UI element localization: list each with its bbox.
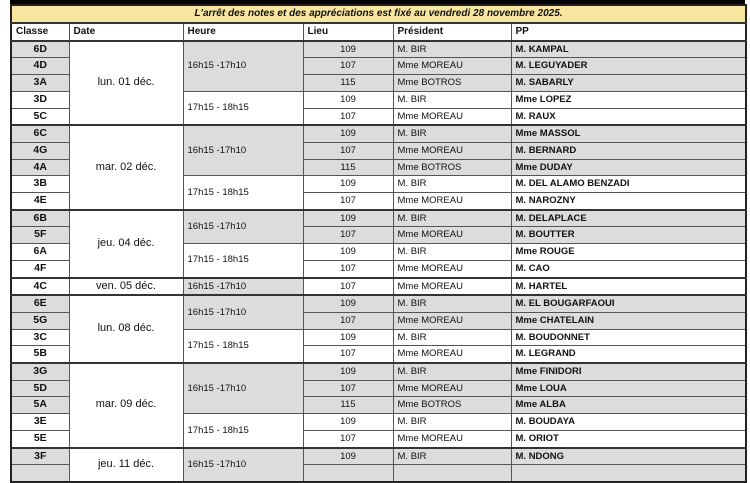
heure-cell: 16h15 -17h10 [183, 278, 303, 296]
pp-cell: M. NDONG [511, 448, 746, 465]
president-cell: M. BIR [393, 125, 511, 142]
lieu-cell: 115 [303, 397, 393, 414]
table-row [11, 363, 746, 380]
lieu-cell: 109 [303, 244, 393, 261]
pp-cell: M. BOUTTER [511, 227, 746, 244]
table-row [11, 125, 746, 142]
pp-cell: M. BOUDAYA [511, 414, 746, 431]
pp-cell: M. RAUX [511, 108, 746, 125]
pp-cell: M. KAMPAL [511, 41, 746, 58]
president-cell: M. BIR [393, 244, 511, 261]
president-cell: M. BIR [393, 41, 511, 58]
pp-cell: M. ORIOT [511, 430, 746, 447]
lieu-cell: 109 [303, 329, 393, 346]
table-row [11, 41, 746, 58]
classe-cell: 3E [11, 414, 69, 431]
president-cell: M. BIR [393, 91, 511, 108]
pp-cell: M. BOUDONNET [511, 329, 746, 346]
council-schedule [10, 4, 745, 483]
header-heure: Heure [183, 23, 303, 41]
classe-cell: 4F [11, 260, 69, 277]
pp-cell: Mme ROUGE [511, 244, 746, 261]
header-president: Président [393, 23, 511, 41]
lieu-cell: 107 [303, 430, 393, 447]
lieu-cell: 107 [303, 108, 393, 125]
pp-cell: Mme MASSOL [511, 125, 746, 142]
president-cell: Mme MOREAU [393, 430, 511, 447]
pp-cell: M. NAROZNY [511, 193, 746, 210]
classe-cell: 3D [11, 91, 69, 108]
classe-cell: 3A [11, 75, 69, 92]
president-cell: Mme MOREAU [393, 260, 511, 277]
classe-cell: 5F [11, 227, 69, 244]
heure-cell: 17h15 - 18h15 [183, 91, 303, 125]
lieu-cell: 107 [303, 58, 393, 75]
lieu-cell: 107 [303, 346, 393, 363]
header-pp: PP [511, 23, 746, 41]
lieu-cell: 109 [303, 210, 393, 227]
heure-cell: 16h15 -17h10 [183, 295, 303, 329]
heure-cell: 17h15 - 18h15 [183, 244, 303, 278]
classe-cell: 3F [11, 448, 69, 465]
date-cell: mar. 02 déc. [69, 125, 183, 210]
pp-cell: M. EL BOUGARFAOUI [511, 295, 746, 312]
lieu-cell: 109 [303, 448, 393, 465]
lieu-cell: 107 [303, 142, 393, 159]
heure-cell: 16h15 -17h10 [183, 125, 303, 176]
president-cell: Mme MOREAU [393, 58, 511, 75]
pp-cell: Mme FINIDORI [511, 363, 746, 380]
heure-cell: 16h15 -17h10 [183, 448, 303, 482]
classe-cell: 5E [11, 430, 69, 447]
lieu-cell: 107 [303, 312, 393, 329]
lieu-cell: 107 [303, 380, 393, 397]
president-cell: Mme MOREAU [393, 227, 511, 244]
president-cell: M. BIR [393, 363, 511, 380]
heure-cell: 16h15 -17h10 [183, 210, 303, 244]
classe-cell: 4D [11, 58, 69, 75]
lieu-cell: 107 [303, 193, 393, 210]
header-lieu: Lieu [303, 23, 393, 41]
president-cell: Mme MOREAU [393, 142, 511, 159]
classe-cell: 6D [11, 41, 69, 58]
president-cell: Mme BOTROS [393, 75, 511, 92]
president-cell: Mme BOTROS [393, 159, 511, 176]
president-cell: M. BIR [393, 210, 511, 227]
lieu-cell: 107 [303, 227, 393, 244]
president-cell: Mme MOREAU [393, 193, 511, 210]
lieu-cell: 109 [303, 414, 393, 431]
header-classe: Classe [11, 23, 69, 41]
president-cell: M. BIR [393, 414, 511, 431]
classe-cell: 5B [11, 346, 69, 363]
header-date: Date [69, 23, 183, 41]
president-cell: Mme MOREAU [393, 312, 511, 329]
president-cell: Mme MOREAU [393, 380, 511, 397]
schedule-table [10, 4, 747, 483]
lieu-cell: 107 [303, 260, 393, 277]
lieu-cell [303, 465, 393, 482]
president-cell [393, 465, 511, 482]
table-row [11, 278, 746, 296]
lieu-cell: 109 [303, 41, 393, 58]
classe-cell: 4E [11, 193, 69, 210]
lieu-cell: 115 [303, 75, 393, 92]
pp-cell: M. LEGUYADER [511, 58, 746, 75]
president-cell: M. BIR [393, 176, 511, 193]
pp-cell: M. DELAPLACE [511, 210, 746, 227]
pp-cell: M. BERNARD [511, 142, 746, 159]
heure-cell: 17h15 - 18h15 [183, 176, 303, 210]
classe-cell: 6C [11, 125, 69, 142]
table-row [11, 448, 746, 465]
pp-cell: Mme LOUA [511, 380, 746, 397]
classe-cell: 4A [11, 159, 69, 176]
date-cell: jeu. 04 déc. [69, 210, 183, 278]
lieu-cell: 115 [303, 159, 393, 176]
header-row [11, 23, 746, 41]
president-cell: M. BIR [393, 448, 511, 465]
classe-cell: 5D [11, 380, 69, 397]
date-cell: mar. 09 déc. [69, 363, 183, 448]
president-cell: Mme MOREAU [393, 108, 511, 125]
classe-cell: 6B [11, 210, 69, 227]
heure-cell: 16h15 -17h10 [183, 41, 303, 92]
table-row [11, 210, 746, 227]
pp-cell: M. LEGRAND [511, 346, 746, 363]
president-cell: M. BIR [393, 329, 511, 346]
pp-cell: M. DEL ALAMO BENZADI [511, 176, 746, 193]
heure-cell: 17h15 - 18h15 [183, 329, 303, 363]
classe-cell: 3B [11, 176, 69, 193]
classe-cell: 5G [11, 312, 69, 329]
pp-cell: Mme DUDAY [511, 159, 746, 176]
table-row [11, 295, 746, 312]
classe-cell: 6A [11, 244, 69, 261]
pp-cell: M. HARTEL [511, 278, 746, 296]
classe-cell: 5C [11, 108, 69, 125]
date-cell: jeu. 11 déc. [69, 448, 183, 482]
pp-cell: Mme LOPEZ [511, 91, 746, 108]
president-cell: Mme MOREAU [393, 346, 511, 363]
pp-cell: Mme CHATELAIN [511, 312, 746, 329]
heure-cell: 17h15 - 18h15 [183, 414, 303, 448]
president-cell: M. BIR [393, 295, 511, 312]
lieu-cell: 109 [303, 91, 393, 108]
pp-cell: M. SABARLY [511, 75, 746, 92]
classe-cell: 4G [11, 142, 69, 159]
pp-cell: M. CAO [511, 260, 746, 277]
deadline-banner: L'arrêt des notes et des appréciations est fixé au vendredi 28 novembre 2025. [11, 5, 746, 23]
heure-cell: 16h15 -17h10 [183, 363, 303, 414]
classe-cell: 5A [11, 397, 69, 414]
lieu-cell: 109 [303, 125, 393, 142]
date-cell: lun. 08 déc. [69, 295, 183, 363]
lieu-cell: 107 [303, 278, 393, 296]
classe-cell [11, 465, 69, 482]
classe-cell: 6E [11, 295, 69, 312]
date-cell: lun. 01 déc. [69, 41, 183, 126]
deadline-banner-row [11, 5, 746, 23]
classe-cell: 3G [11, 363, 69, 380]
pp-cell: Mme ALBA [511, 397, 746, 414]
president-cell: Mme BOTROS [393, 397, 511, 414]
pp-cell [511, 465, 746, 482]
lieu-cell: 109 [303, 176, 393, 193]
president-cell: Mme MOREAU [393, 278, 511, 296]
date-cell: ven. 05 déc. [69, 278, 183, 296]
lieu-cell: 109 [303, 363, 393, 380]
classe-cell: 4C [11, 278, 69, 296]
lieu-cell: 109 [303, 295, 393, 312]
classe-cell: 3C [11, 329, 69, 346]
